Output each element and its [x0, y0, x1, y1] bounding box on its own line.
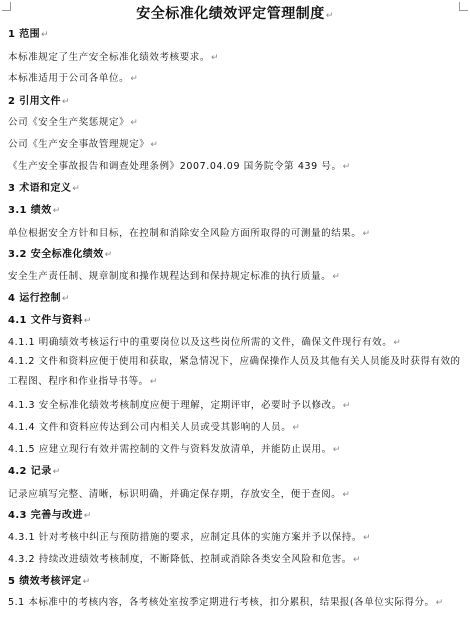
- paragraph-mark-icon: ↵: [342, 162, 351, 172]
- paragraph-text: 本标准适用于公司各单位。: [8, 73, 130, 84]
- section-heading: [8, 575, 464, 589]
- body-paragraph: [8, 593, 464, 613]
- section-heading: [8, 509, 464, 523]
- paragraph-mark-icon: ↵: [362, 229, 371, 239]
- paragraph-mark-icon: ↵: [211, 53, 220, 63]
- body-paragraph: [8, 51, 464, 65]
- paragraph-text: 4.1.5 应建立现行有效并需控制的文件与资料发放清单，并能防止误用。: [8, 444, 332, 455]
- paragraph-text: 单位根据安全方针和目标，在控制和消除安全风险方面所取得的可测量的结果。: [8, 228, 362, 239]
- paragraph-mark-icon: ↵: [325, 11, 334, 21]
- section-heading: [8, 292, 464, 306]
- paragraph-text: 公司《生产安全事故管理规定》: [8, 139, 150, 150]
- section-heading: [8, 95, 464, 109]
- paragraph-mark-icon: ↵: [130, 74, 139, 84]
- paragraph-mark-icon: ↵: [83, 316, 92, 326]
- document-title-text: 安全标准化绩效评定管理制度: [136, 6, 325, 22]
- paragraph-mark-icon: ↵: [352, 555, 362, 565]
- body-paragraph: [8, 227, 464, 241]
- paragraph-text: 4.1.2 文件和资料应便于使用和获取，紧急情况下，应确保操作人员及其他有关人员能及时获得有效的工程图、程序和作业指导书等。: [8, 356, 461, 387]
- section-heading-text: 4.1 文件与资料: [8, 315, 83, 326]
- body-paragraph: [8, 116, 464, 130]
- section-heading-text: 2 引用文件: [8, 96, 61, 107]
- document-title: [0, 5, 470, 25]
- section-heading: [8, 465, 464, 479]
- paragraph-text: 《生产安全事故报告和调查处理条例》2007.04.09 国务院令第 439 号。: [8, 161, 342, 172]
- body-paragraph: [8, 399, 464, 413]
- paragraph-text: 4.3.1 针对考核中纠正与预防措施的要求，应制定具体的实施方案并予以保持。: [8, 532, 362, 543]
- body-paragraph: [8, 336, 464, 350]
- paragraph-mark-icon: ↵: [342, 401, 351, 411]
- section-heading-text: 5 绩效考核评定: [8, 576, 82, 587]
- paragraph-mark-icon: ↵: [393, 338, 402, 348]
- paragraph-mark-icon: ↵: [82, 577, 91, 587]
- paragraph-text: 本标准规定了生产安全标准化绩效考核要求。: [8, 52, 211, 63]
- paragraph-text: 4.1.1 明确绩效考核运行中的重要岗位以及这些岗位所需的文件，确保文件现行有效。: [8, 337, 393, 348]
- section-heading: [8, 204, 464, 218]
- body-paragraph: [8, 270, 464, 284]
- paragraph-mark-icon: ↵: [83, 511, 92, 521]
- section-heading-text: 4.3 完善与改进: [8, 510, 83, 521]
- body-paragraph: [8, 160, 464, 174]
- paragraph-mark-icon: ↵: [149, 377, 158, 387]
- section-heading: [8, 182, 464, 196]
- paragraph-mark-icon: ↵: [332, 445, 341, 455]
- body-paragraph: [8, 531, 464, 545]
- paragraph-mark-icon: ↵: [52, 206, 61, 216]
- section-heading-text: 4 运行控制: [8, 293, 61, 304]
- body-paragraph: [8, 553, 464, 567]
- paragraph-mark-icon: ↵: [363, 533, 372, 543]
- body-paragraph: [8, 72, 464, 86]
- paragraph-mark-icon: ↵: [150, 140, 159, 150]
- paragraph-mark-icon: ↵: [130, 118, 139, 128]
- body-paragraph: [8, 488, 464, 502]
- paragraph-text: 4.3.2 持续改进绩效考核制度，不断降低、控制或消除各类安全风险和危害。: [8, 554, 352, 565]
- paragraph-mark-icon: ↵: [435, 598, 444, 608]
- section-heading-text: 3 术语和定义: [8, 183, 72, 194]
- section-heading: [8, 28, 464, 42]
- paragraph-mark-icon: ↵: [41, 30, 49, 40]
- body-paragraph: [8, 138, 464, 152]
- paragraph-mark-icon: ↵: [61, 294, 70, 304]
- paragraph-mark-icon: ↵: [72, 184, 81, 194]
- section-heading-text: 1 范围: [8, 29, 41, 40]
- body-paragraph: [8, 443, 464, 457]
- paragraph-text: 4.1.4 文件和资料应传达到公司内相关人员或受其影响的人员。: [8, 422, 292, 433]
- paragraph-text: 4.1.3 安全标准化绩效考核制度应便于理解，定期评审，必要时予以修改。: [8, 400, 342, 411]
- body-paragraph: [8, 421, 464, 435]
- paragraph-text: 安全生产责任制、规章制度和操作规程达到和保持规定标准的执行质量。: [8, 271, 332, 282]
- paragraph-mark-icon: ↵: [332, 272, 341, 282]
- section-heading: [8, 314, 464, 328]
- section-heading: [8, 248, 464, 262]
- paragraph-text: 公司《安全生产奖惩规定》: [8, 117, 130, 128]
- body-paragraph: [8, 352, 464, 392]
- section-heading-text: 4.2 记录: [8, 466, 52, 477]
- paragraph-mark-icon: ↵: [52, 467, 61, 477]
- paragraph-text: 5.1 本标准中的考核内容，各考核处室按季定期进行考核，扣分累积，结果报(各单位实际得分。: [8, 597, 435, 608]
- paragraph-mark-icon: ↵: [292, 423, 301, 433]
- paragraph-mark-icon: ↵: [61, 97, 70, 107]
- paragraph-mark-icon: ↵: [104, 250, 113, 260]
- paragraph-mark-icon: ↵: [342, 490, 351, 500]
- section-heading-text: 3.2 安全标准化绩效: [8, 249, 104, 260]
- paragraph-text: 记录应填写完整、清晰，标识明确，并确定保存期，存放安全，便于查阅。: [8, 489, 342, 500]
- section-heading-text: 3.1 绩效: [8, 205, 52, 216]
